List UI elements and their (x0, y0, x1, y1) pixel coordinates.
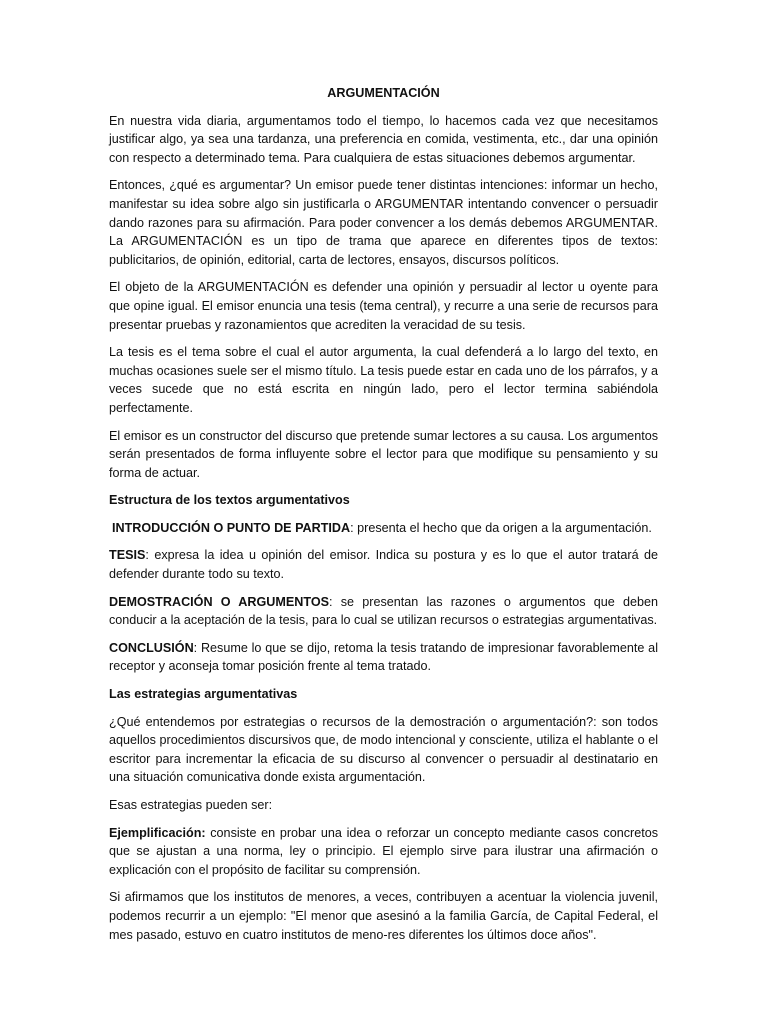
strategy-exemplification (109, 824, 658, 880)
term-demonstration: DEMOSTRACIÓN O ARGUMENTOS (109, 594, 330, 609)
term-thesis: TESIS (109, 548, 146, 563)
paragraph-definition: Entonces, ¿qué es argumentar? Un emisor puede tener distintas intenciones: informar un hecho, manifestar su idea sobre algo sin justificarla o ARGUMENTAR intentando convencer o persuadir dando razones para su afirmación. Para poder convencer a los demás debemos ARGUMENTAR. La ARGUMENTACIÓN es un tipo de trama que aparece en diferentes tipos de textos: publicitarios, de opinión, editorial, carta de lectores, ensayos, discursos políticos. (109, 178, 658, 267)
term-introduction: INTRODUCCIÓN O PUNTO DE PARTIDA (112, 520, 351, 535)
paragraph-thesis: La tesis es el tema sobre el cual el autor argumenta, la cual defenderá a lo largo del texto, en muchas ocasiones suele ser el mismo título. La tesis puede estar en cada uno de los párrafos, y a veces sucede que no está escrita en ningún lado, pero el lector termina sabiéndola perfectamente. (109, 345, 658, 415)
paragraph-emitter: El emisor es un constructor del discurso que pretende sumar lectores a su causa. Los argumentos serán presentados de forma influyente sobre el lector para que modifique su pensamiento y su forma de actuar. (109, 428, 658, 480)
structure-item-conclusion (109, 639, 658, 676)
heading-strategies: Las estrategias argumentativas (109, 687, 298, 702)
text-exemplification: consiste en probar una idea o reforzar un concepto mediante casos concretos que se ajustan a una norma, ley o principio. El ejemplo sirve para ilustrar una afirmación o explicación con el propósito de facilitar su comprensión. (109, 825, 658, 877)
text-thesis: : expresa la idea u opinión del emisor. Indica su postura y es lo que el autor tratará de defender durante todo su texto. (109, 548, 658, 582)
text-demonstration: : se presentan las razones o argumentos que deben conducir a la aceptación de la tesis, para lo cual se utilizan recursos o estrategias argumentativas. (109, 594, 658, 628)
paragraph-objective: El objeto de la ARGUMENTACIÓN es defender una opinión y persuadir al lector u oyente para que opine igual. El emisor enuncia una tesis (tema central), y recurre a una serie de recursos para presentar pruebas y razonamientos que acrediten la veracidad de su tesis. (109, 280, 658, 332)
document-title: ARGUMENTACIÓN (327, 86, 440, 100)
structure-item-thesis (109, 546, 658, 583)
document-body (109, 84, 658, 953)
paragraph-strategies: ¿Qué entendemos por estrategias o recursos de la demostración o argumentación?: son todos aquellos procedimientos discursivos que, de modo intencional y consciente, utiliza el hablante o el escritor para incrementar la eficacia de su discurso al convencer o persuadir al destinatario en una situación comunicativa donde exista argumentación. (109, 714, 658, 785)
heading-structure: Estructura de los textos argumentativos (109, 493, 350, 508)
term-conclusion: CONCLUSIÓN (109, 640, 194, 655)
structure-item-demonstration (109, 593, 658, 630)
paragraph-intro: En nuestra vida diaria, argumentamos todo el tiempo, lo hacemos cada vez que necesitamos justificar algo, ya sea una tardanza, una preferencia en comida, vestimenta, etc., dar una opinión con respecto a determinado tema. Para cualquiera de estas situaciones debemos argumentar. (109, 113, 658, 165)
paragraph-strategies-list-intro: Esas estrategias pueden ser: (109, 798, 273, 812)
term-exemplification: Ejemplificación: (109, 825, 206, 840)
structure-item-introduction (109, 519, 658, 538)
text-introduction: : presenta el hecho que da origen a la argumentación. (350, 520, 652, 535)
text-conclusion: : Resume lo que se dijo, retoma la tesis tratando de impresionar favorablemente al receptor y aconseja tomar posición frente al tema tratado. (109, 640, 658, 674)
paragraph-example: Si afirmamos que los institutos de menores, a veces, contribuyen a acentuar la violencia juvenil, podemos recurrir a un ejemplo: "El menor que asesinó a la familia García, de Capital Federal, el mes pasado, estuvo en cuatro institutos de meno-res diferentes los últimos doce años". (109, 890, 658, 942)
